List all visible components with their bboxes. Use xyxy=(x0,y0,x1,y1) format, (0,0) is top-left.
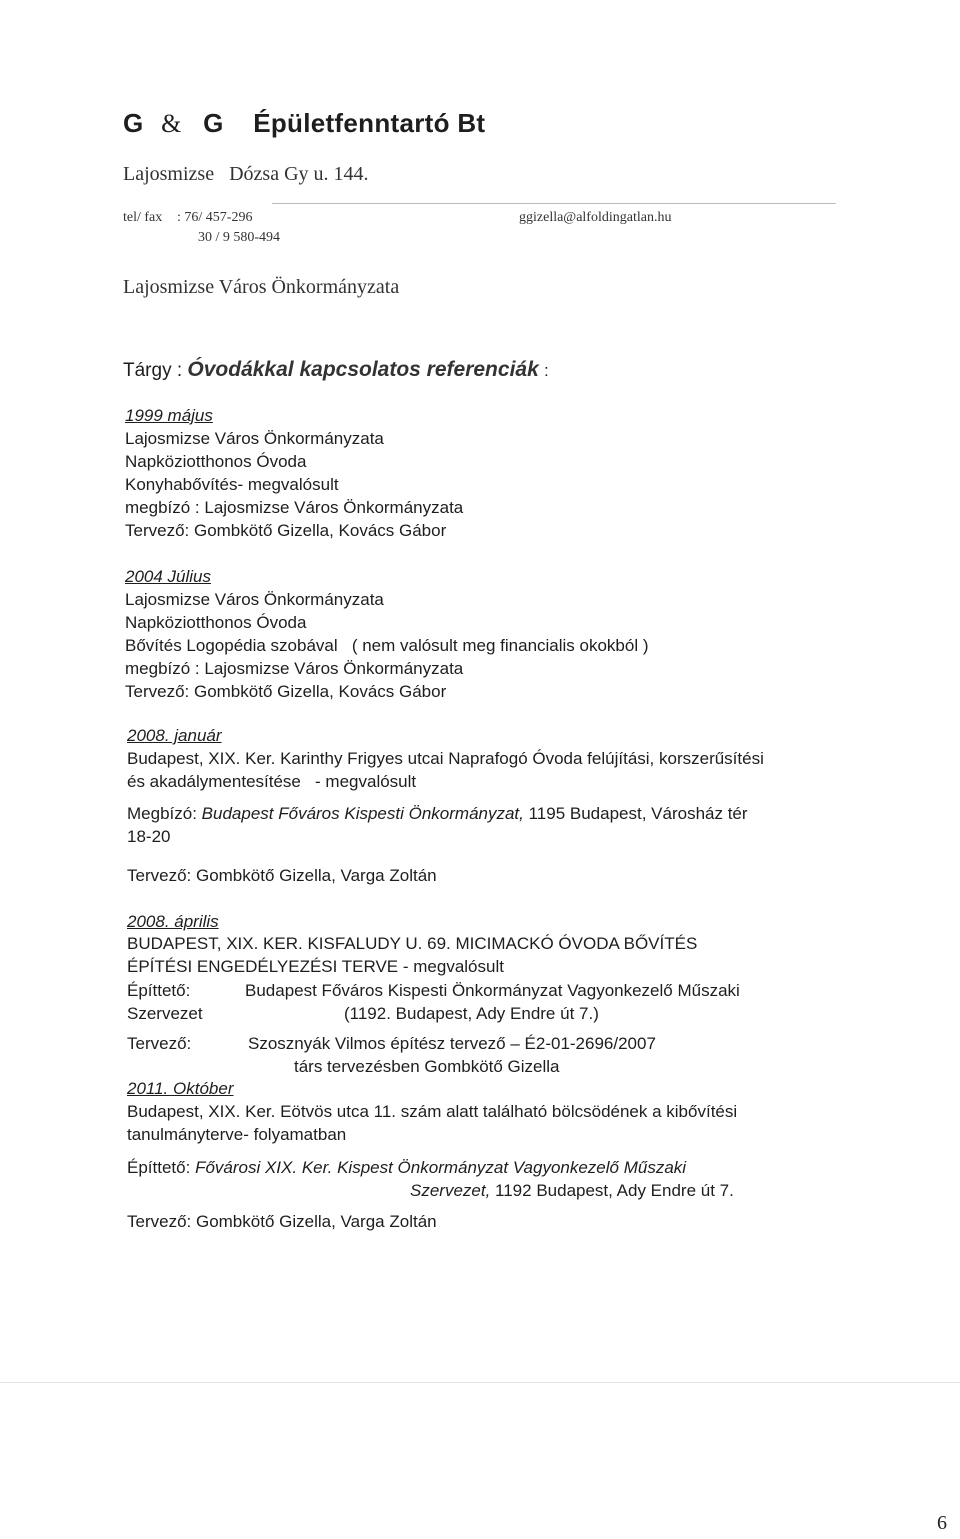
entry-2004-line: Napköziotthonos Óvoda xyxy=(125,613,307,632)
client-address-cont: 18-20 xyxy=(127,827,171,846)
designer-label: Tervező: xyxy=(127,1034,192,1053)
tel-label: tel/ fax xyxy=(123,210,163,225)
entry-2011-builder xyxy=(127,1157,686,1179)
designer-name: Szosznyák Vilmos építész tervező – É2-01-2696/2007 xyxy=(248,1034,656,1053)
builder-name: Budapest Főváros Kispesti Önkormányzat Vagyonkezelő Műszaki xyxy=(245,981,740,1000)
builder-label: Építtető: xyxy=(127,1158,191,1177)
entry-2008-apr-line: ÉPÍTÉSI ENGEDÉLYEZÉSI TERVE - megvalósult xyxy=(127,957,504,976)
entry-2011-designer: Tervező: Gombkötő Gizella, Varga Zoltán xyxy=(127,1212,437,1231)
entry-2011-date: 2011. Október xyxy=(127,1079,234,1098)
entry-2008-apr-date: 2008. április xyxy=(127,912,219,931)
company-ampersand: & xyxy=(161,109,182,138)
client-label: Megbízó: xyxy=(127,804,197,823)
entry-1999-line: Lajosmizse Város Önkormányzata xyxy=(125,429,384,448)
entry-2011-line: tanulmányterve- folyamatban xyxy=(127,1125,347,1144)
tel-number-2: 30 / 9 580-494 xyxy=(198,230,281,245)
entry-2008-jan-designer: Tervező: Gombkötő Gizella, Varga Zoltán xyxy=(127,866,437,885)
entry-2008-jan-client xyxy=(127,803,748,825)
entry-2011-line: Budapest, XIX. Ker. Eötvös utca 11. szám alatt található bölcsödének a kibővítési xyxy=(127,1102,738,1121)
subject-label: Tárgy : xyxy=(123,360,183,381)
builder-name: Fővárosi XIX. Ker. Kispest Önkormányzat Vagyonkezelő Műszaki xyxy=(195,1158,687,1177)
entry-2004-date: 2004 Július xyxy=(125,567,212,586)
co-designer: társ tervezésben Gombkötő Gizella xyxy=(294,1057,560,1076)
entry-2008-jan-date: 2008. január xyxy=(127,726,222,745)
company-initial-1: G xyxy=(123,108,144,138)
tel-number-1: : 76/ 457-296 xyxy=(177,210,253,225)
entry-2008-apr-line: BUDAPEST, XIX. KER. KISFALUDY U. 69. MICIMACKÓ ÓVODA BŐVÍTÉS xyxy=(127,934,698,953)
company-initial-2: G xyxy=(203,108,224,138)
entry-2004-line: Bővítés Logopédia szobával ( nem valósult meg financialis okokból ) xyxy=(125,636,649,655)
client-address: 1195 Budapest, Városház tér xyxy=(523,804,748,823)
entry-2008-jan-line: és akadálymentesítése - megvalósult xyxy=(127,772,417,791)
entry-2004-line: Lajosmizse Város Önkormányzata xyxy=(125,590,384,609)
builder-address: 1192 Budapest, Ady Endre út 7. xyxy=(490,1181,734,1200)
builder-label: Építtető: xyxy=(127,981,191,1000)
subject-line xyxy=(123,358,549,382)
entry-1999-designer: Tervező: Gombkötő Gizella, Kovács Gábor xyxy=(125,521,447,540)
entry-1999-line: megbízó : Lajosmizse Város Önkormányzata xyxy=(125,498,464,517)
company-title: Épületfenntartó Bt xyxy=(253,108,486,138)
page-number: 6 xyxy=(937,1512,947,1534)
entry-2004-designer: Tervező: Gombkötő Gizella, Kovács Gábor xyxy=(125,682,447,701)
email-address[interactable]: ggizella@alfoldingatlan.hu xyxy=(519,210,672,225)
entry-1999-date: 1999 május xyxy=(125,406,213,425)
builder-name-cont: Szervezet xyxy=(127,1004,203,1023)
recipient: Lajosmizse Város Önkormányzata xyxy=(123,276,400,298)
page-edge-line xyxy=(0,1382,960,1383)
header-divider xyxy=(272,203,836,204)
company-name xyxy=(123,108,485,139)
entry-2008-jan-line: Budapest, XIX. Ker. Karinthy Frigyes utcai Naprafogó Óvoda felújítási, korszerűsítési xyxy=(127,749,764,768)
builder-org: Szervezet, xyxy=(410,1181,491,1200)
subject-title: Óvodákkal kapcsolatos referenciák xyxy=(187,358,539,381)
builder-name-cont xyxy=(410,1180,734,1202)
subject-colon: : xyxy=(544,361,549,380)
company-address: Lajosmizse Dózsa Gy u. 144. xyxy=(123,163,369,185)
entry-2004-line: megbízó : Lajosmizse Város Önkormányzata xyxy=(125,659,464,678)
builder-address: (1192. Budapest, Ady Endre út 7.) xyxy=(344,1004,599,1023)
entry-1999-line: Konyhabővítés- megvalósult xyxy=(125,475,339,494)
client-name: Budapest Főváros Kispesti Önkormányzat, xyxy=(201,804,524,823)
entry-1999-line: Napköziotthonos Óvoda xyxy=(125,452,307,471)
